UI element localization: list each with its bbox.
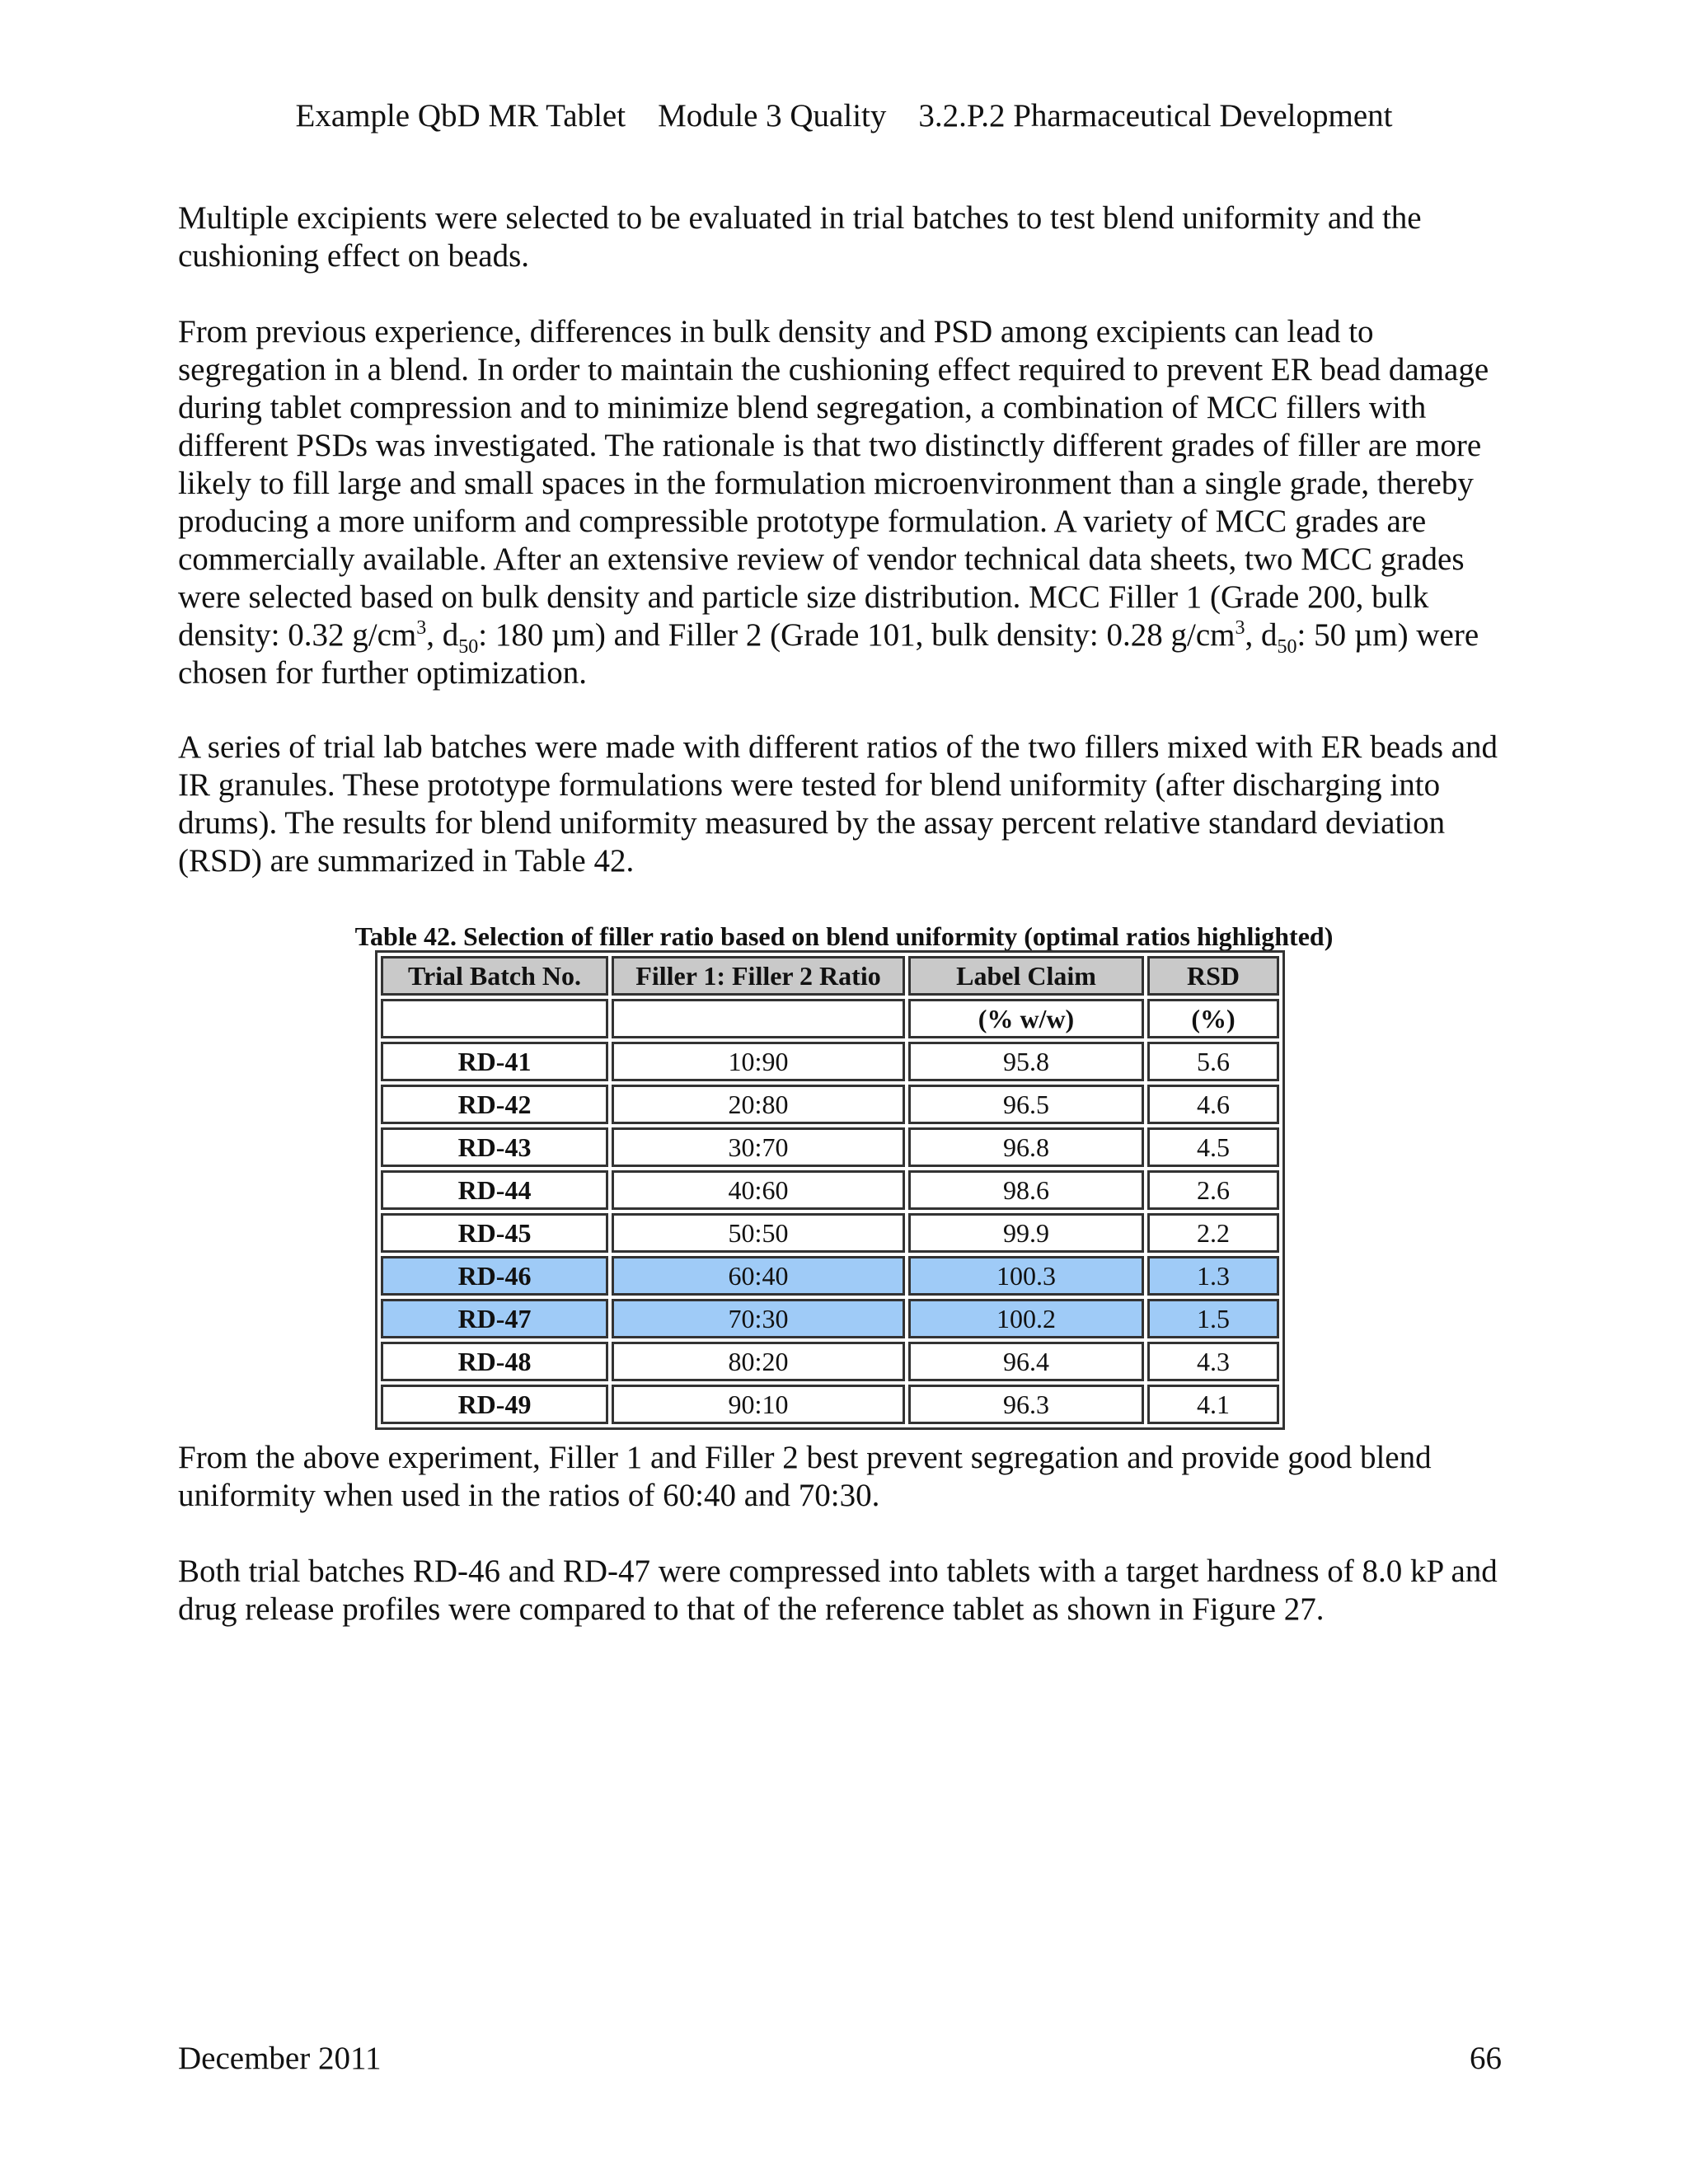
cell-rsd: 4.1 — [1147, 1385, 1279, 1424]
table-row — [381, 1256, 1279, 1296]
superscript-cubed-1: 3 — [416, 617, 427, 639]
cell-filler-ratio: 30:70 — [612, 1127, 905, 1167]
unit-trial-batch — [381, 999, 608, 1038]
cell-label-claim: 100.2 — [908, 1299, 1144, 1338]
header-trial-batch: Trial Batch No. — [381, 956, 608, 996]
table-header-row — [381, 956, 1279, 996]
table-row — [381, 1385, 1279, 1424]
page-header: Example QbD MR Tablet Module 3 Quality 3.2.P.2 Pharmaceutical Development — [295, 98, 1393, 134]
filler-ratio-table — [375, 950, 1285, 1430]
cell-rsd: 2.2 — [1147, 1213, 1279, 1253]
subscript-d50-2: 50 — [1277, 635, 1297, 658]
cell-trial-batch: RD-41 — [381, 1042, 608, 1081]
table-row — [381, 1342, 1279, 1381]
cell-rsd: 4.3 — [1147, 1342, 1279, 1381]
cell-label-claim: 98.6 — [908, 1170, 1144, 1210]
cell-trial-batch: RD-42 — [381, 1085, 608, 1124]
paragraph-filler-rationale — [178, 313, 1522, 692]
table-row — [381, 1170, 1279, 1210]
cell-trial-batch: RD-45 — [381, 1213, 608, 1253]
cell-filler-ratio: 60:40 — [612, 1256, 905, 1296]
table-row — [381, 1042, 1279, 1081]
header-label-claim: Label Claim — [908, 956, 1144, 996]
header-filler-ratio: Filler 1: Filler 2 Ratio — [612, 956, 905, 996]
cell-filler-ratio: 70:30 — [612, 1299, 905, 1338]
paragraph-filler-rationale-text-1: From previous experience, differences in bulk density and PSD among excipients can lead to segregation in a blend. In order to maintain the cushioning effect required to prevent ER bead damage during tablet compression and to minimize blend segregation, a combination of MCC fillers with different PSDs was investigated. The rationale is that two distinctly different grades of filler are more likely to fill large and small spaces in the formulation microenvironment than a single grade, thereby producing a more uniform and compressible prototype formulation. A variety of MCC grades are commercially available. After an extensive review of vendor technical data sheets, two MCC grades were selected based on bulk density and particle size distribution. MCC Filler 1 (Grade 200, bulk density: 0.32 g/cm — [178, 314, 1489, 653]
cell-trial-batch: RD-43 — [381, 1127, 608, 1167]
table-units-row — [381, 999, 1279, 1038]
cell-trial-batch: RD-44 — [381, 1170, 608, 1210]
cell-label-claim: 96.3 — [908, 1385, 1144, 1424]
cell-rsd: 1.3 — [1147, 1256, 1279, 1296]
page-number: 66 — [1470, 2041, 1502, 2076]
cell-filler-ratio: 10:90 — [612, 1042, 905, 1081]
cell-trial-batch: RD-48 — [381, 1342, 608, 1381]
cell-trial-batch: RD-47 — [381, 1299, 608, 1338]
cell-filler-ratio: 90:10 — [612, 1385, 905, 1424]
paragraph-filler-rationale-text-3: : 180 µm) and Filler 2 (Grade 101, bulk density: 0.28 g/cm — [478, 617, 1236, 653]
cell-rsd: 4.5 — [1147, 1127, 1279, 1167]
unit-label-claim: (% w/w) — [908, 999, 1144, 1038]
paragraph-intro: Multiple excipients were selected to be evaluated in trial batches to test blend uniformity and the cushioning effect on beads. — [178, 200, 1422, 274]
header-rsd: RSD — [1147, 956, 1279, 996]
paragraph-filler-rationale-text-5: : 50 µm) were chosen for further optimization. — [178, 617, 1479, 691]
cell-filler-ratio: 20:80 — [612, 1085, 905, 1124]
table-row — [381, 1299, 1279, 1338]
cell-label-claim: 96.5 — [908, 1085, 1144, 1124]
cell-filler-ratio: 80:20 — [612, 1342, 905, 1381]
paragraph-filler-rationale-text-4: , d — [1245, 617, 1278, 653]
cell-label-claim: 100.3 — [908, 1256, 1144, 1296]
cell-label-claim: 99.9 — [908, 1213, 1144, 1253]
cell-label-claim: 96.8 — [908, 1127, 1144, 1167]
cell-label-claim: 96.4 — [908, 1342, 1144, 1381]
table-caption: Table 42. Selection of filler ratio based on blend uniformity (optimal ratios highlighted) — [354, 921, 1334, 951]
paragraph-conclusion: From the above experiment, Filler 1 and Filler 2 best prevent segregation and provide good blend uniformity when used in the ratios of 60:40 and 70:30. — [178, 1440, 1432, 1513]
unit-rsd: (%) — [1147, 999, 1279, 1038]
subscript-d50-1: 50 — [458, 635, 479, 658]
cell-rsd: 5.6 — [1147, 1042, 1279, 1081]
superscript-cubed-2: 3 — [1235, 617, 1245, 639]
table-row — [381, 1127, 1279, 1167]
cell-rsd: 4.6 — [1147, 1085, 1279, 1124]
paragraph-trial-batches: A series of trial lab batches were made with different ratios of the two fillers mixed with ER beads and IR granules. These prototype formulations were tested for blend uniformity (after discharging into drums). The results for blend uniformity measured by the assay percent relative standard deviation (RSD) are summarized in Table 42. — [178, 729, 1498, 879]
unit-filler-ratio — [612, 999, 905, 1038]
cell-filler-ratio: 40:60 — [612, 1170, 905, 1210]
cell-rsd: 2.6 — [1147, 1170, 1279, 1210]
paragraph-compression: Both trial batches RD-46 and RD-47 were compressed into tablets with a target hardness of 8.0 kP and drug release profiles were compared to that of the reference tablet as shown in Figure 27. — [178, 1554, 1498, 1627]
cell-trial-batch: RD-49 — [381, 1385, 608, 1424]
table-row — [381, 1213, 1279, 1253]
cell-trial-batch: RD-46 — [381, 1256, 608, 1296]
paragraph-filler-rationale-text-2: , d — [426, 617, 459, 653]
cell-rsd: 1.5 — [1147, 1299, 1279, 1338]
cell-filler-ratio: 50:50 — [612, 1213, 905, 1253]
table-row — [381, 1085, 1279, 1124]
footer-date: December 2011 — [178, 2041, 382, 2076]
table-body — [381, 999, 1279, 1424]
cell-label-claim: 95.8 — [908, 1042, 1144, 1081]
